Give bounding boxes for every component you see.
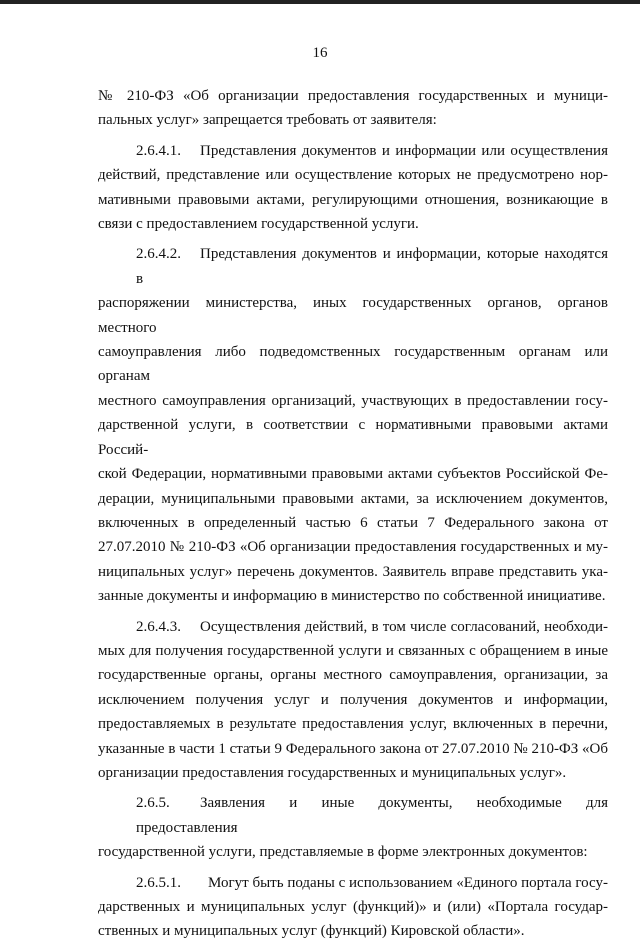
text-line: государственные органы, органы местного самоуправления, организации, за (98, 667, 608, 684)
text-line-content: Заявления и иные документы, необходимые для предоставления (136, 795, 608, 836)
text-line: 27.07.2010 № 210-ФЗ «Об организации предоставления государственных и му- (98, 539, 608, 556)
text-line: занные документы и информацию в министерство по собственной инициативе. (98, 588, 606, 605)
paragraph-continuation (98, 84, 608, 133)
paragraph-2-6-4-2 (98, 242, 608, 608)
text-line: пальных услуг» запрещается требовать от заявителя: (98, 112, 437, 129)
text-line-content: Представления документов и информации, которые находятся в (136, 246, 608, 287)
text-line: дарственной услуги, в соответствии с нормативными правовыми актами Россий- (98, 417, 608, 458)
text-line: распоряжении министерства, иных государственных органов, органов местного (98, 295, 608, 336)
text-line: дарственных и муниципальных услуг (функций)» и (или) «Портала государ- (98, 899, 608, 915)
text-line-content: Могут быть поданы с использованием «Единого портала госу- (208, 874, 608, 891)
text-line: местного самоуправления организаций, участвующих в предоставлении госу- (98, 392, 608, 409)
text-line-content: Представления документов и информации или осуществления (200, 142, 608, 159)
clause-number: 2.6.4.1. (136, 142, 181, 159)
top-border-rule (0, 0, 640, 4)
clause-number: 2.6.5.1. (136, 874, 181, 891)
text-line: связи с предоставлением государственной услуги. (98, 216, 419, 233)
text-line: указанные в части 1 статьи 9 Федерального закона от 27.07.2010 № 210-ФЗ «Об (98, 740, 609, 757)
text-line: ниципальных услуг» перечень документов. Заявитель вправе представить ука- (98, 563, 608, 580)
page-number: 16 (312, 45, 328, 61)
text-line: мых для получения государственной услуги и связанных с обращением в иные (98, 642, 608, 659)
document-body (98, 84, 608, 950)
paragraph-2-6-5 (98, 791, 608, 864)
text-line: ской Федерации, нормативными правовыми актами субъектов Российской Фе- (98, 466, 608, 483)
text-line (98, 791, 608, 840)
text-line: мативными правовыми актами, регулирующими отношения, возникающие в (98, 191, 608, 208)
text-line: ственных и муниципальных услуг (функций) Кировской области». (98, 923, 525, 940)
text-line: предоставляемых в результате предоставления услуг, включенных в перечни, (98, 716, 608, 733)
text-line (98, 871, 608, 895)
text-line: № 210-ФЗ «Об организации предоставления государственных и муници- (98, 88, 608, 104)
clause-number: 2.6.5. (136, 795, 170, 812)
text-line: государственной услуги, представляемые в форме электронных документов: (98, 844, 588, 861)
text-line (98, 242, 608, 291)
text-line: дерации, муниципальными правовыми актами, за исключением документов, (98, 490, 608, 507)
paragraph-2-6-5-1 (98, 871, 608, 944)
clause-number: 2.6.4.2. (136, 246, 181, 263)
text-line: самоуправления либо подведомственных государственным органам или органам (98, 344, 608, 385)
paragraph-2-6-4-3 (98, 615, 608, 786)
text-line (98, 615, 608, 639)
paragraph-2-6-4-1 (98, 139, 608, 237)
text-line-content: Осуществления действий, в том числе согласований, необходи- (200, 618, 608, 635)
text-line (98, 139, 608, 163)
clause-number: 2.6.4.3. (136, 618, 181, 635)
text-line: действий, представление или осуществление которых не предусмотрено нор- (98, 167, 608, 184)
text-line: организации предоставления государственных и муниципальных услуг». (98, 764, 567, 781)
text-line: включенных в определенный частью 6 статьи 7 Федерального закона от (98, 514, 608, 531)
text-line: исключением получения услуг и получения документов и информации, (98, 691, 608, 708)
